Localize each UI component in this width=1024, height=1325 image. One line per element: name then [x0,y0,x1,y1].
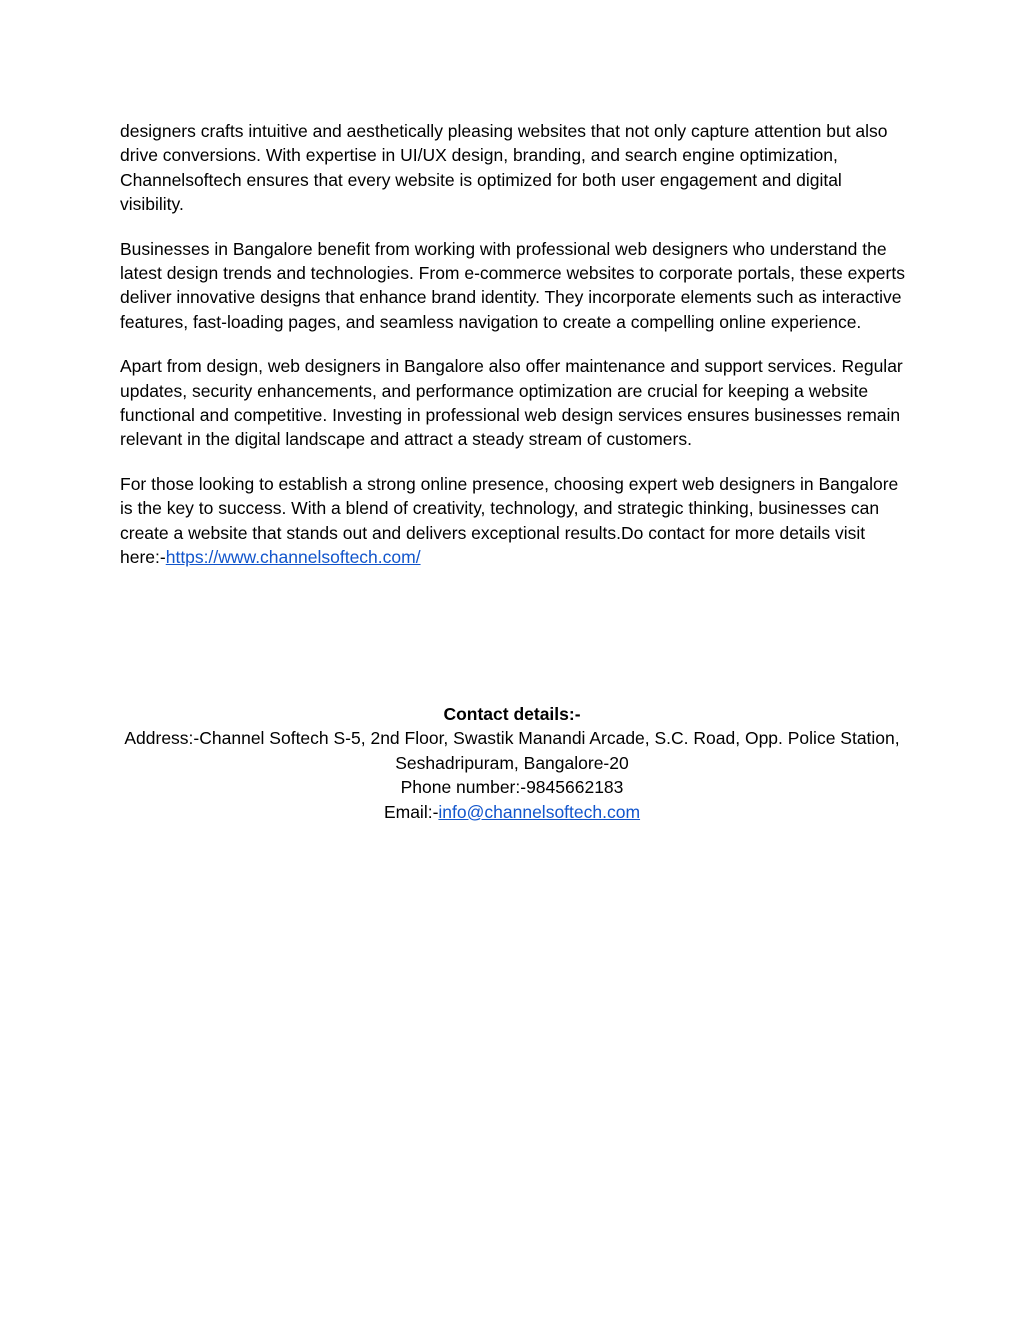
contact-address: Address:-Channel Softech S-5, 2nd Floor, Swastik Manandi Arcade, S.C. Road, Opp. Police Station, Seshadripuram, Bangalore-20 [124,728,900,773]
website-link[interactable]: https://www.channelsoftech.com/ [165,547,421,568]
email-link[interactable]: info@channelsoftech.com [438,801,641,822]
paragraph-intro: designers crafts intuitive and aesthetically pleasing websites that not only capture attention but also drive conversions. With expertise in UI/UX design, branding, and search engine optimization, Channelsoftech ensures that every website is optimized for both user engagement and digital visibility. [120,121,888,215]
contact-phone: Phone number:-9845662183 [400,777,624,798]
closing-text: For those looking to establish a strong online presence, choosing expert web designers in Bangalore is the key to success. With a blend of creativity, technology, and strategic thinking, businesses can create a website that stands out and delivers exceptional results.Do contact for more details visit here:- [120,473,899,568]
document-body [120,119,910,590]
email-label: Email:- [383,801,439,822]
paragraph-maintenance: Apart from design, web designers in Bangalore also offer maintenance and support services. Regular updates, security enhancements, and performance optimization are crucial for keeping a website functional and competitive. Investing in professional web design services ensures businesses remain relevant in the digital landscape and attract a steady stream of customers. [120,356,903,450]
paragraph-closing [120,472,910,570]
contact-details [120,702,904,824]
contact-heading: Contact details:- [443,704,581,724]
contact-email [120,800,904,824]
paragraph-benefits: Businesses in Bangalore benefit from working with professional web designers who understand the latest design trends and technologies. From e-commerce websites to corporate portals, these experts deliver innovative designs that enhance brand identity. They incorporate elements such as interactive features, fast-loading pages, and seamless navigation to create a compelling online experience. [120,238,905,332]
